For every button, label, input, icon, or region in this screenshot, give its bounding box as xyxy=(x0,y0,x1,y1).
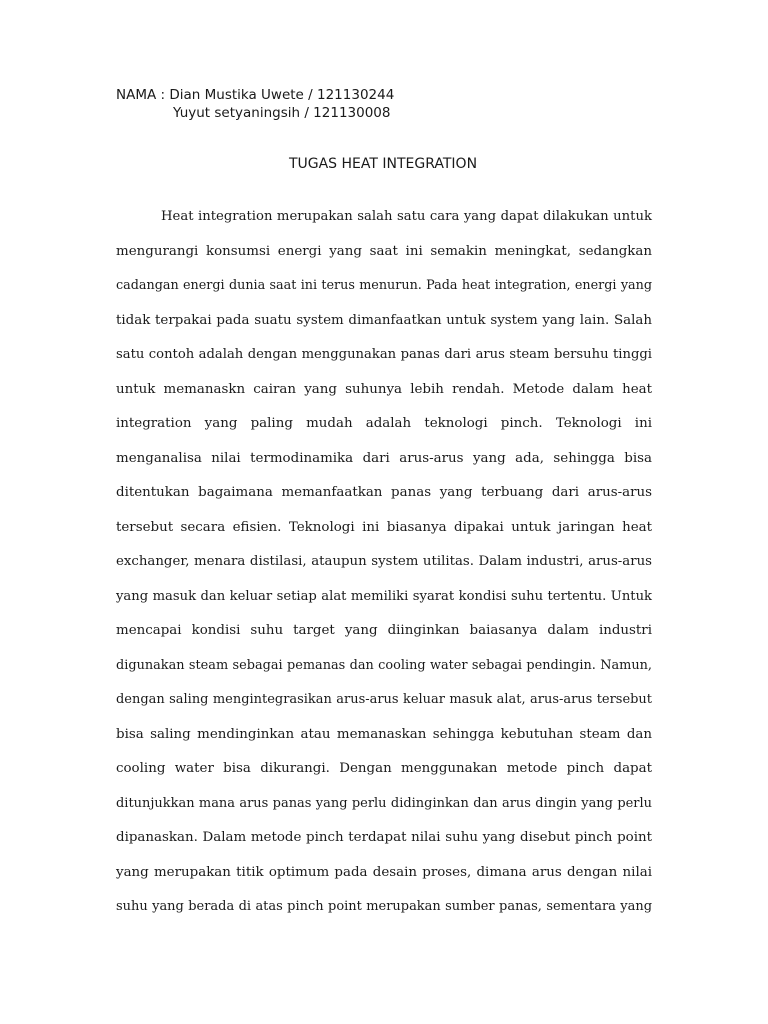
body-line: exchanger, menara distilasi, ataupun system utilitas. Dalam industri, arus-arus xyxy=(116,554,652,569)
body-line: digunakan steam sebagai pemanas dan cooling water sebagai pendingin. Namun, xyxy=(116,657,652,673)
body-line: dengan saling mengintegrasikan arus-arus keluar masuk alat, arus-arus tersebut xyxy=(116,692,652,707)
body-line: mencapai kondisi suhu target yang diinginkan baiasanya dalam industri xyxy=(116,623,652,638)
author-line-2: Yuyut setyaningsih / 121130008 xyxy=(173,105,391,121)
body-line: satu contoh adalah dengan menggunakan panas dari arus steam bersuhu tinggi xyxy=(116,347,652,362)
body-line: menganalisa nilai termodinamika dari arus-arus yang ada, sehingga bisa xyxy=(116,450,652,466)
body-line: yang merupakan titik optimum pada desain proses, dimana arus dengan nilai xyxy=(116,864,652,880)
body-line: Heat integration merupakan salah satu cara yang dapat dilakukan untuk xyxy=(161,209,652,224)
body-line: mengurangi konsumsi energi yang saat ini semakin meningkat, sedangkan xyxy=(116,243,652,259)
author-line-1: NAMA : Dian Mustika Uwete / 121130244 xyxy=(116,87,395,103)
body-line: ditunjukkan mana arus panas yang perlu didinginkan dan arus dingin yang perlu xyxy=(116,795,652,811)
body-line: ditentukan bagaimana memanfaatkan panas yang terbuang dari arus-arus xyxy=(116,485,652,500)
body-line: dipanaskan. Dalam metode pinch terdapat nilai suhu yang disebut pinch point xyxy=(116,830,652,845)
body-line: untuk memanaskn cairan yang suhunya lebih rendah. Metode dalam heat xyxy=(116,381,652,397)
body-paragraph xyxy=(116,205,652,930)
body-line: integration yang paling mudah adalah teknologi pinch. Teknologi ini xyxy=(116,416,652,431)
document-title-text: TUGAS HEAT INTEGRATION xyxy=(288,156,478,172)
author-header xyxy=(116,86,394,122)
body-line: suhu yang berada di atas pinch point merupakan sumber panas, sementara yang xyxy=(116,899,652,914)
body-line: bisa saling mendinginkan atau memanaskan sehingga kebutuhan steam dan xyxy=(116,726,652,742)
body-line: tersebut secara efisien. Teknologi ini biasanya dipakai untuk jaringan heat xyxy=(116,519,652,535)
body-line: cadangan energi dunia saat ini terus menurun. Pada heat integration, energi yang xyxy=(116,278,652,293)
document-title xyxy=(0,155,768,173)
body-line: tidak terpakai pada suatu system dimanfaatkan untuk system yang lain. Salah xyxy=(116,312,652,328)
body-line: cooling water bisa dikurangi. Dengan menggunakan metode pinch dapat xyxy=(116,761,652,776)
body-line: yang masuk dan keluar setiap alat memiliki syarat kondisi suhu tertentu. Untuk xyxy=(116,588,652,604)
